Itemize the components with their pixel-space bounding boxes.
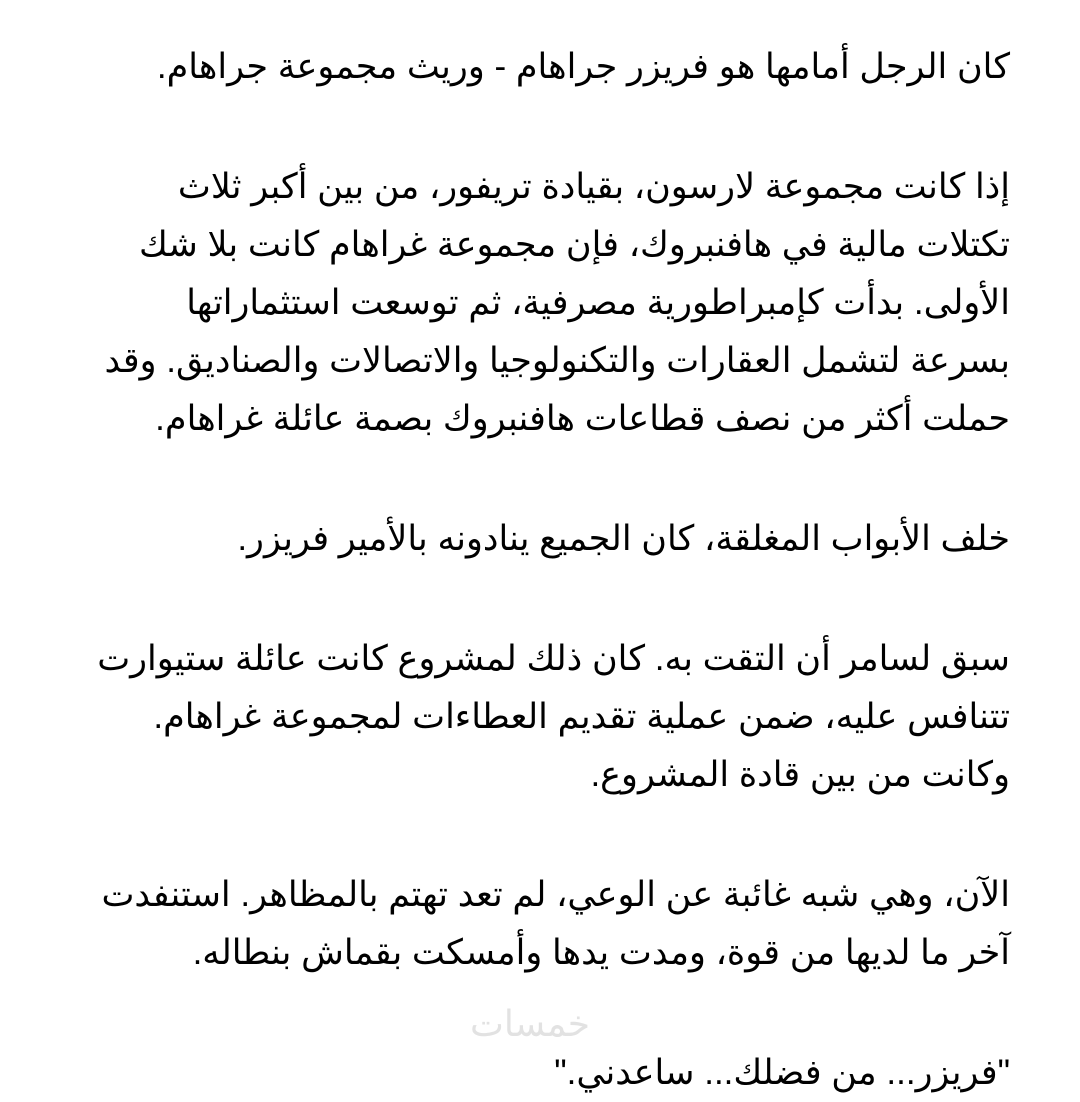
- paragraph-plea: "فريزر... من فضلك... ساعدني.": [554, 1053, 1010, 1092]
- paragraph-previous-meeting: سبق لسامر أن التقت به. كان ذلك لمشروع كانت عائلة ستيوارت تتنافس عليه، ضمن عملية تقديم العطاءات لمجموعة غراهام. وكانت من بين قادة المشروع.: [97, 639, 1010, 794]
- document-body: [80, 38, 1010, 1102]
- watermark-logo: خمسات: [470, 1003, 591, 1044]
- paragraph-prince-fraser: خلف الأبواب المغلقة، كان الجميع ينادونه بالأمير فريزر.: [237, 519, 1010, 558]
- paragraph-gap: [80, 96, 1010, 158]
- paragraph-intro: كان الرجل أمامها هو فريزر جراهام - وريث مجموعة جراهام.: [156, 47, 1010, 86]
- paragraph-gap: [80, 804, 1010, 866]
- paragraph-gap: [80, 448, 1010, 510]
- paragraph-gap: [80, 568, 1010, 630]
- paragraph-graham-group: إذا كانت مجموعة لارسون، بقيادة تريفور، من بين أكبر ثلاث تكتلات مالية في هافنبروك، فإن مجموعة غراهام كانت بلا شك الأولى. بدأت كإمبراطورية مصرفية، ثم توسعت استثماراتها بسرعة لتشمل العقارات والتكنولوجيا والاتصالات والصناديق. وقد حملت أكثر من نصف قطاعات هافنبروك بصمة عائلة غراهام.: [104, 167, 1010, 438]
- paragraph-now: الآن، وهي شبه غائبة عن الوعي، لم تعد تهتم بالمظاهر. استنفدت آخر ما لديها من قوة، ومدت يدها وأمسكت بقماش بنطاله.: [101, 875, 1010, 972]
